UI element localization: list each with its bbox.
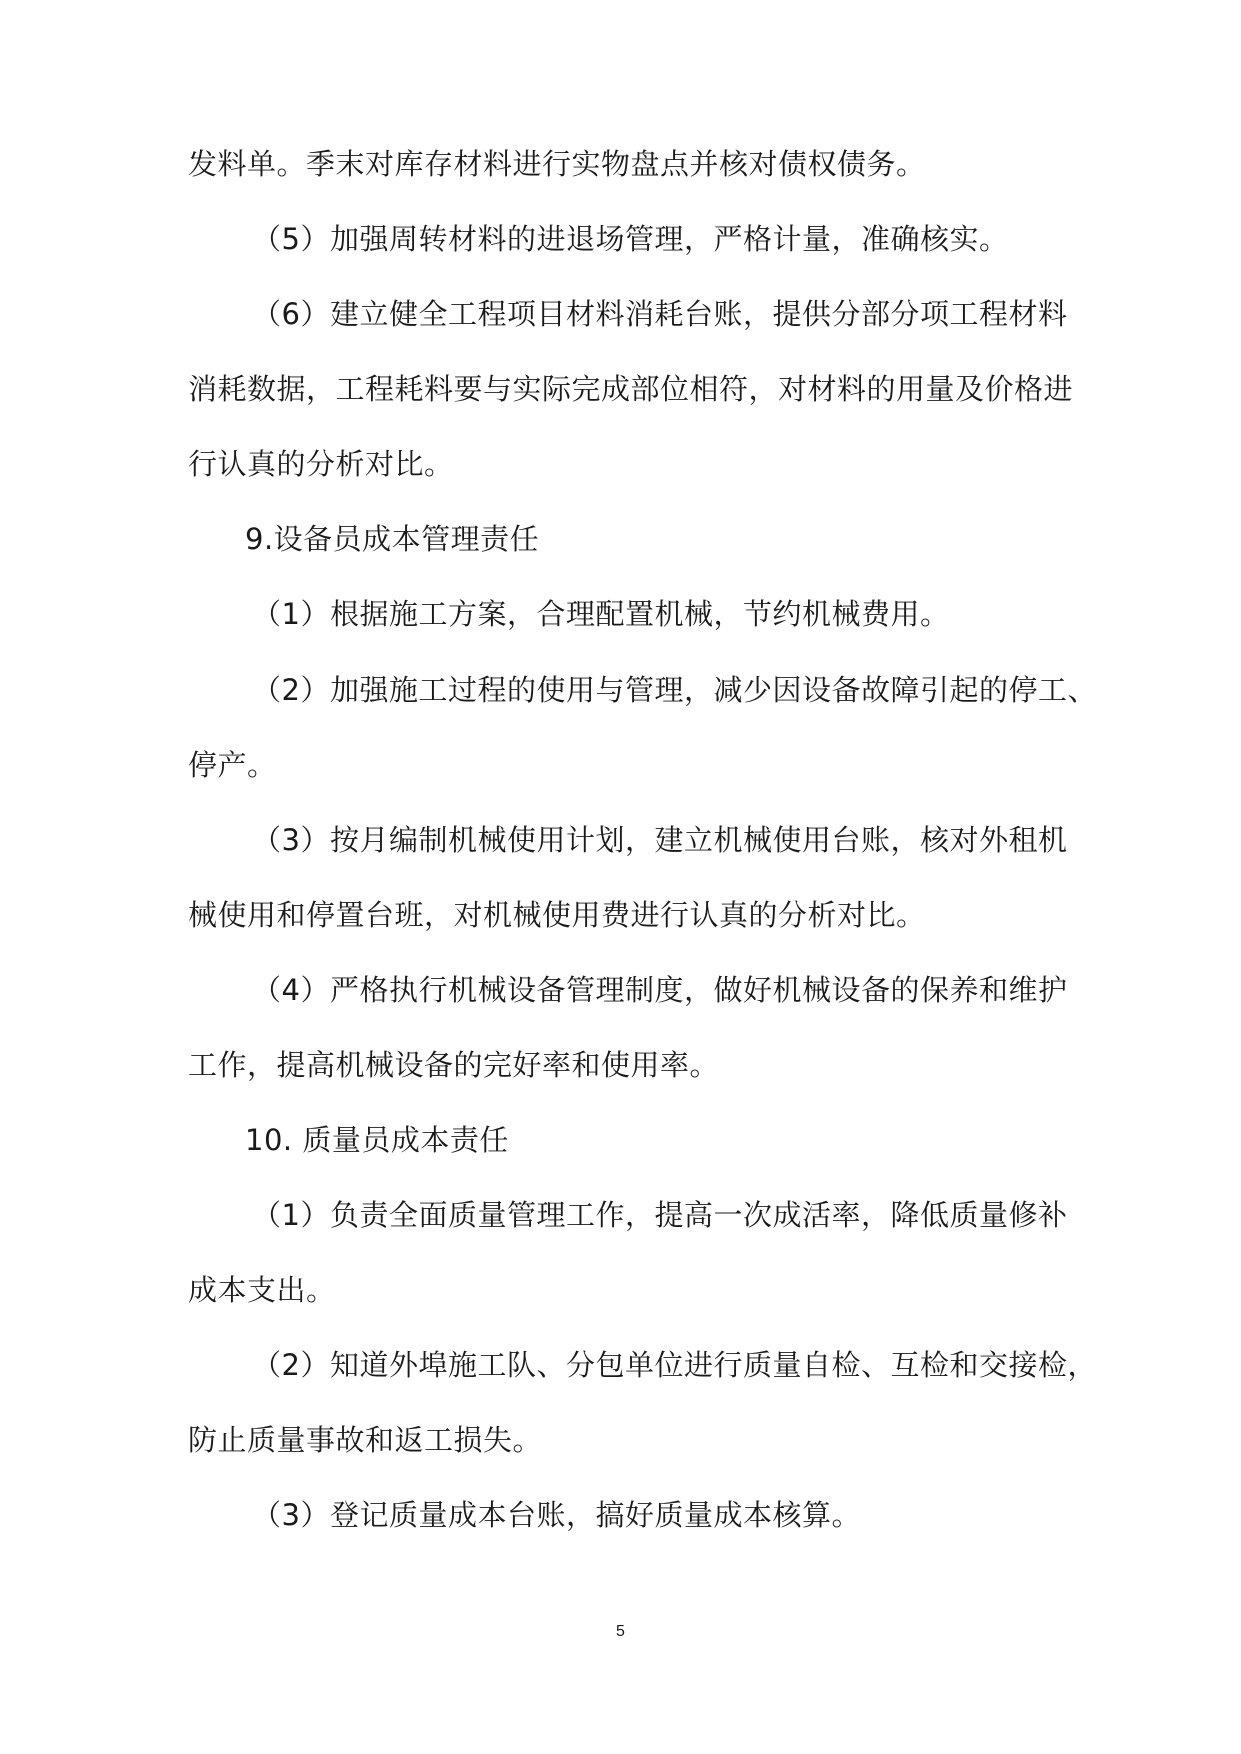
text-line: （5）加强周转材料的进退场管理，严格计量，准确核实。 xyxy=(252,222,1009,256)
text-line: （2）加强施工过程的使用与管理，减少因设备故障引起的停工、 xyxy=(252,673,1097,707)
page-number: 5 xyxy=(616,1623,625,1640)
text-line: 工作，提高机械设备的完好率和使用率。 xyxy=(188,1048,720,1082)
text-line: 停产。 xyxy=(188,748,277,782)
text-line: （1）根据施工方案，合理配置机械，节约机械费用。 xyxy=(252,597,950,631)
section-heading: 9.设备员成本管理责任 xyxy=(245,522,540,556)
text-line: （4）严格执行机械设备管理制度，做好机械设备的保养和维护 xyxy=(252,973,1068,1007)
text-line: （6）建立健全工程项目材料消耗台账，提供分部分项工程材料 xyxy=(252,297,1068,331)
text-line: 消耗数据，工程耗料要与实际完成部位相符，对材料的用量及价格进 xyxy=(188,372,1074,406)
text-line: 行认真的分析对比。 xyxy=(188,447,454,481)
text-line: （1）负责全面质量管理工作，提高一次成活率，降低质量修补 xyxy=(252,1198,1068,1232)
text-line: 成本支出。 xyxy=(188,1273,336,1307)
text-line: （2）知道外埠施工队、分包单位进行质量自检、互检和交接检， xyxy=(252,1348,1097,1382)
text-line: 发料单。季末对库存材料进行实物盘点并核对债权债务。 xyxy=(188,147,926,181)
text-line: 械使用和停置台班，对机械使用费进行认真的分析对比。 xyxy=(188,898,926,932)
text-line: 防止质量事故和返工损失。 xyxy=(188,1423,543,1457)
text-line: （3）登记质量成本台账，搞好质量成本核算。 xyxy=(252,1498,861,1532)
text-line: （3）按月编制机械使用计划，建立机械使用台账，核对外租机 xyxy=(252,823,1068,857)
section-heading: 10. 质量员成本责任 xyxy=(245,1123,509,1157)
